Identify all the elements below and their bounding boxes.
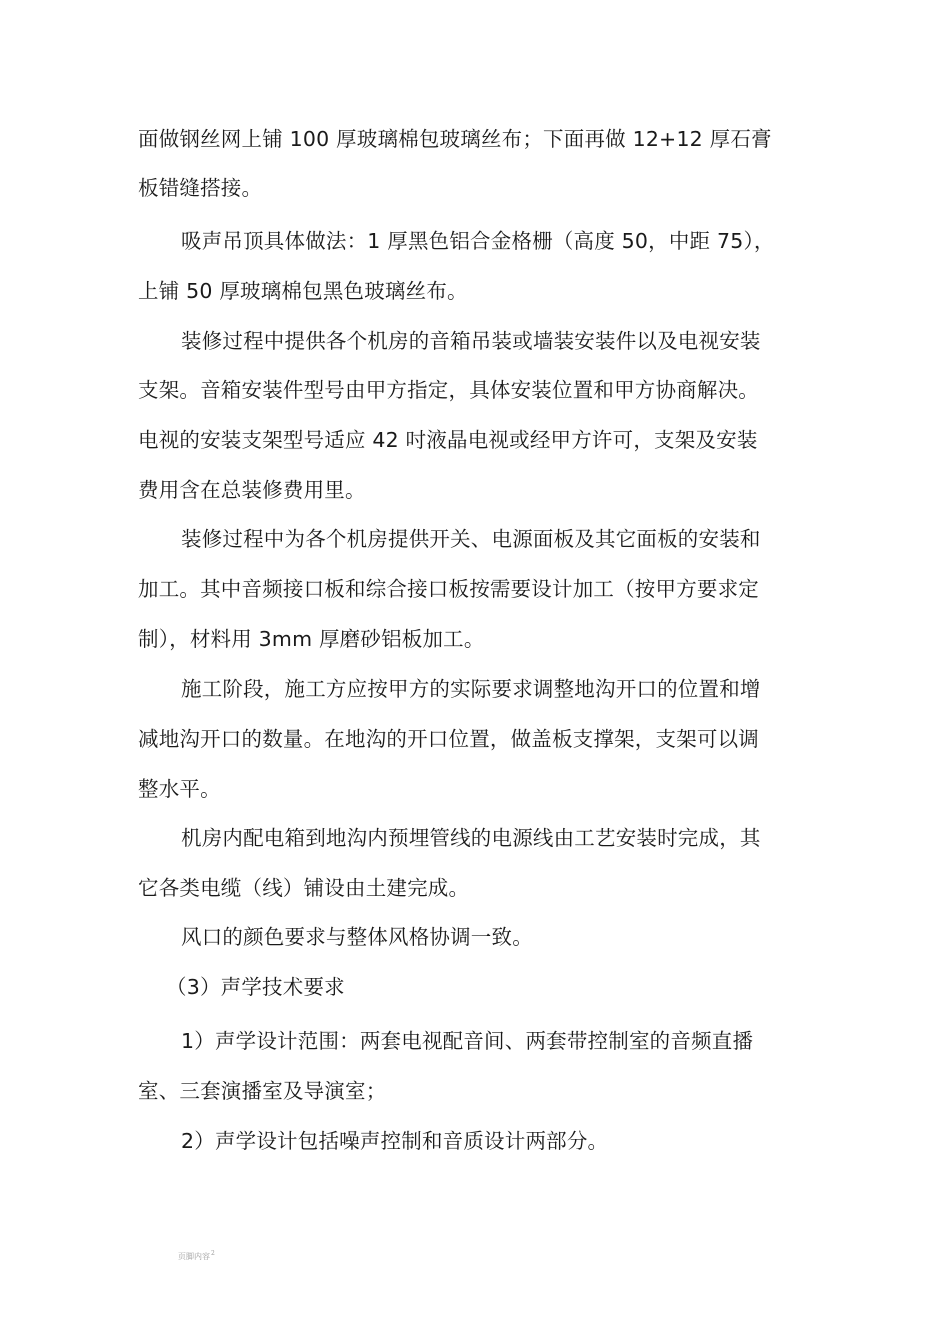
text-line: 费用含在总装修费用里。 <box>138 478 366 502</box>
text-line: 装修过程中提供各个机房的音箱吊装或墙装安装件以及电视安装 <box>181 329 761 353</box>
text-line: 2）声学设计包括噪声控制和音质设计两部分。 <box>181 1129 609 1153</box>
text-line: 装修过程中为各个机房提供开关、电源面板及其它面板的安装和 <box>181 527 761 551</box>
text-line: 它各类电缆（线）铺设由土建完成。 <box>138 876 470 900</box>
text-line: 支架。音箱安装件型号由甲方指定，具体安装位置和甲方协商解决。 <box>138 378 759 402</box>
text-line: 施工阶段，施工方应按甲方的实际要求调整地沟开口的位置和增 <box>181 677 761 701</box>
text-line: 机房内配电箱到地沟内预埋管线的电源线由工艺安装时完成，其 <box>181 826 761 850</box>
text-line: 加工。其中音频接口板和综合接口板按需要设计加工（按甲方要求定 <box>138 577 759 601</box>
page-footer <box>178 1250 215 1262</box>
text-line: 上铺 50 厚玻璃棉包黑色玻璃丝布。 <box>138 279 468 303</box>
footer-text: 页脚内容 <box>178 1252 210 1261</box>
section-heading: （3）声学技术要求 <box>166 975 345 999</box>
text-line: 板错缝搭接。 <box>138 176 263 200</box>
page-number: 2 <box>211 1250 215 1257</box>
text-line: 风口的颜色要求与整体风格协调一致。 <box>181 925 533 949</box>
text-line: 面做钢丝网上铺 100 厚玻璃棉包玻璃丝布；下面再做 12+12 厚石膏 <box>138 127 772 151</box>
text-line: 减地沟开口的数量。在地沟的开口位置，做盖板支撑架，支架可以调 <box>138 727 759 751</box>
text-line: 整水平。 <box>138 777 221 801</box>
text-line: 吸声吊顶具体做法：1 厚黑色铝合金格栅（高度 50，中距 75）， <box>181 229 775 253</box>
text-line: 1）声学设计范围：两套电视配音间、两套带控制室的音频直播 <box>181 1029 754 1053</box>
text-line: 室、三套演播室及导演室； <box>138 1079 387 1103</box>
text-line: 电视的安装支架型号适应 42 吋液晶电视或经甲方许可，支架及安装 <box>138 428 758 452</box>
text-line: 制），材料用 3mm 厚磨砂铝板加工。 <box>138 627 485 651</box>
